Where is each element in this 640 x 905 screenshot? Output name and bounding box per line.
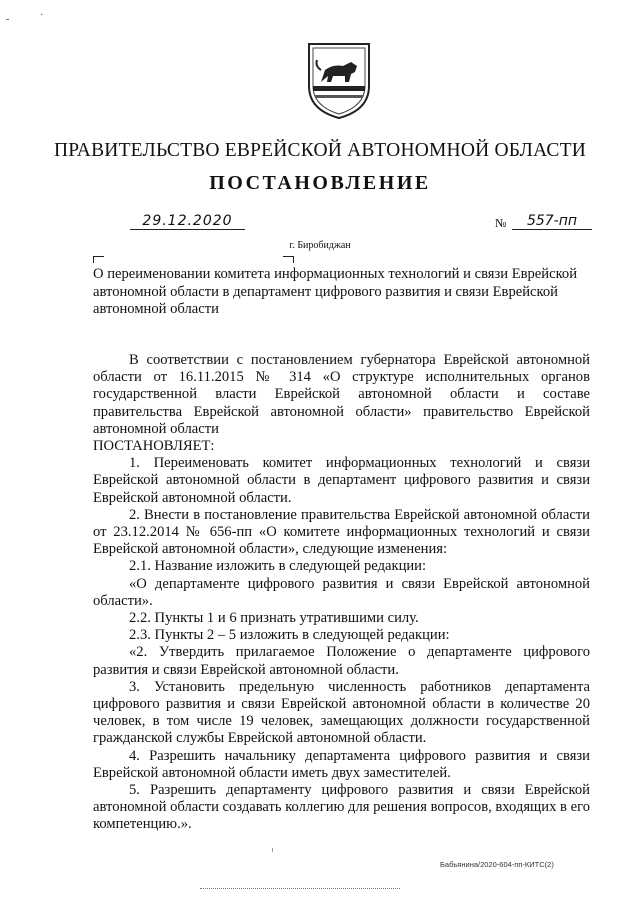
document-subject: О переименовании комитета информационных технологий и связи Еврейской автономной области в департамент цифрового развития и связи Еврейской автономной области [93, 266, 578, 317]
scan-mark: · [40, 10, 44, 21]
coat-of-arms-tiger-icon [303, 40, 375, 120]
subject-bracket-left [93, 256, 104, 263]
number-label: № [495, 216, 507, 230]
paragraph-item-2-1-text: «О департаменте цифрового развития и связи Еврейской автономной области». [93, 575, 590, 609]
paragraph-item-2-3: 2.3. Пункты 2 – 5 изложить в следующей редакции: [129, 627, 450, 644]
paragraph-item-2-1: 2.1. Название изложить в следующей редакции: [129, 558, 427, 575]
paragraph-new-item-2: «2. Утвердить прилагаемое Положение о департаменте цифрового развития и связи Еврейской автономной области. [93, 644, 590, 678]
doc-type-title: ПОСТАНОВЛЕНИЕ [209, 172, 431, 194]
paragraph-preamble: В соответствии с постановлением губернатора Еврейской автономной области от 16.11.2015 № 314 «О структуре исполнительных органов государственной власти Еврейской автономной области и составе правительства Еврейской автономной области» правительство Еврейской автономной области [93, 352, 590, 437]
document-date: 29.12.2020 [130, 213, 245, 230]
footer-reference: Бабьянина/2020-604-пп-КИТС(2) [440, 860, 554, 869]
subject-bracket-right [283, 256, 294, 263]
paragraph-new-item-5: 5. Разрешить департаменту цифрового развития и связи Еврейской автономной области создавать коллегию для решения вопросов, входящих в его компетенцию.». [93, 782, 590, 833]
scan-mark [272, 848, 273, 852]
document-body [93, 352, 590, 834]
paragraph-item-2-2: 2.2. Пункты 1 и 6 признать утратившими силу. [129, 610, 419, 627]
paragraph-resolves: ПОСТАНОВЛЯЕТ: [93, 438, 215, 455]
paragraph-item-2: 2. Внести в постановление правительства Еврейской автономной области от 23.12.2014 № 656-пп «О комитете информационных технологий и связи Еврейской автономной области», следующие изменения: [93, 506, 590, 558]
city: г. Биробиджан [289, 240, 351, 251]
paragraph-new-item-3: 3. Установить предельную численность работников департамента цифрового развития и связи Еврейской автономной области в количестве 20 человек, в том числе 19 человек, замещающих должности государственной гражданской службы Еврейской автономной области. [93, 678, 590, 747]
page-edge-dots [200, 888, 400, 889]
paragraph-new-item-4: 4. Разрешить начальнику департамента цифрового развития и связи Еврейской автономной области иметь двух заместителей. [93, 747, 590, 781]
paragraph-item-1: 1. Переименовать комитет информационных технологий и связи Еврейской автономной области в департамент цифрового развития и связи Еврейской автономной области. [93, 455, 590, 506]
document-number: 557-пп [512, 213, 592, 230]
org-title: ПРАВИТЕЛЬСТВО ЕВРЕЙСКОЙ АВТОНОМНОЙ ОБЛАСТИ [53, 140, 587, 161]
scan-mark: - [6, 14, 10, 25]
